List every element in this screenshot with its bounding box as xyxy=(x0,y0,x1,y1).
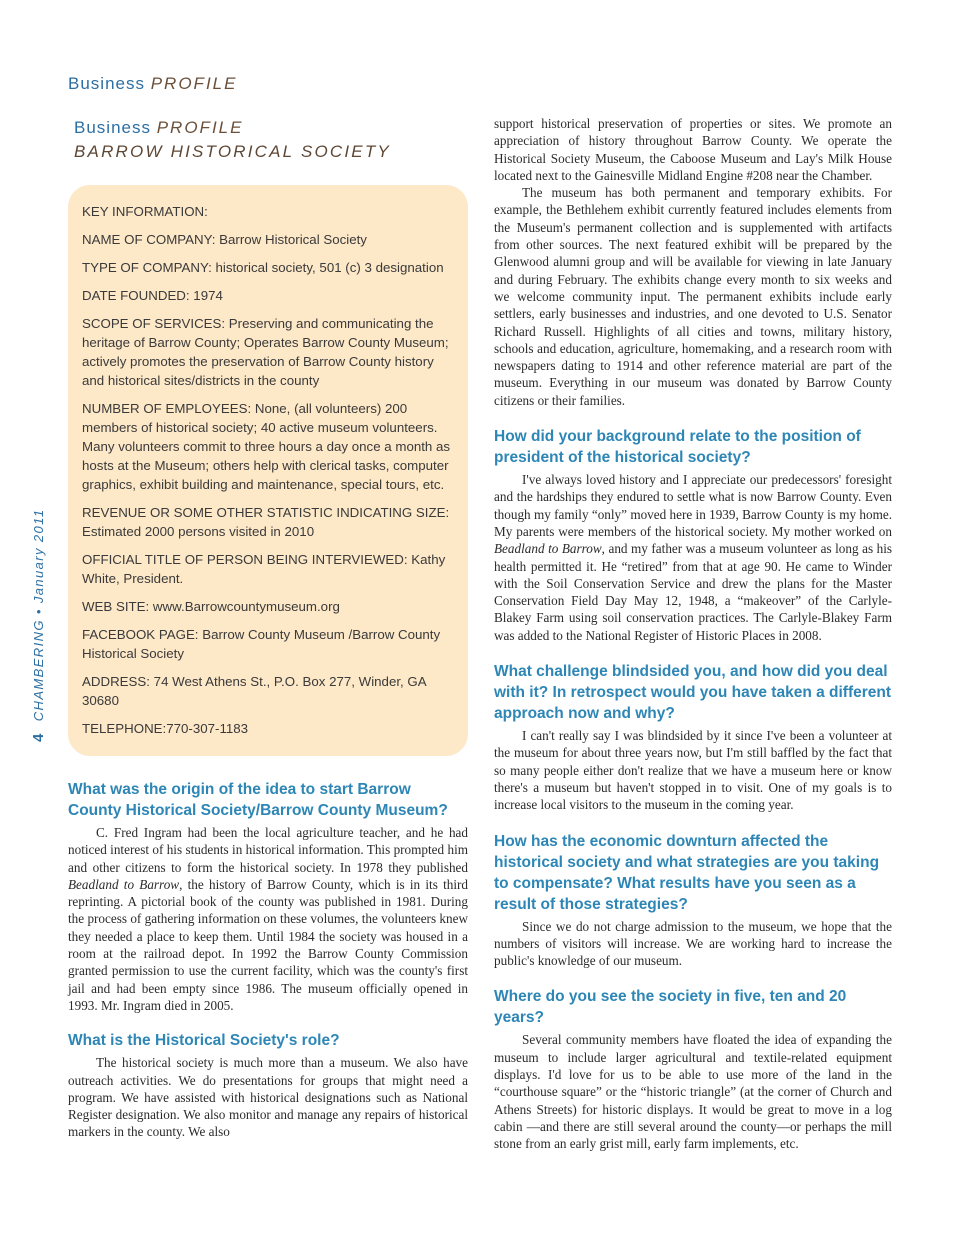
profile-title-em: PROFILE xyxy=(156,118,244,137)
key-info-facebook: FACEBOOK PAGE: Barrow County Museum /Barrow County Historical Society xyxy=(82,627,441,661)
profile-title xyxy=(74,118,468,162)
profile-title-word: Business xyxy=(74,118,151,137)
profile-subtitle: BARROW HISTORICAL SOCIETY xyxy=(74,142,391,161)
key-info-founded: DATE FOUNDED: 1974 xyxy=(82,288,223,303)
answer-economy: Since we do not charge admission to the museum, we hope that the numbers of visitors will increase. We are working hard to increase the public's knowledge of our museum. xyxy=(494,918,892,969)
question-background: How did your background relate to the position of president of the historical society? xyxy=(494,428,861,467)
right-column xyxy=(494,115,892,1152)
question-origin: What was the origin of the idea to start Barrow County Historical Society/Barrow County Museum? xyxy=(68,781,448,819)
folio-title: CHAMBERING • January 2011 xyxy=(31,508,46,722)
answer-background-text-cont: , and my father was a museum volunteer as long as his health permitted it. He “retired” from that at age 90. He came to Winder with the Soil Conservation Service and drew the plans for the Master Conservation Field Day May 12, 1948, a “makeover” of the Carlyle-Blakey Farm using soil conservation practices. The Carlyle-Blakey Farm was added to the National Register of Historic Places in 2008. xyxy=(494,541,892,643)
key-info-scope: SCOPE OF SERVICES: Preserving and communicating the heritage of Barrow County; Operates Barrow County Museum; actively promotes the preservation of Barrow County history and historical sites/districts in the county xyxy=(82,316,449,388)
question-future: Where do you see the society in five, ten and 20 years? xyxy=(494,988,847,1027)
answer-role-exhibits: The museum has both permanent and temporary exhibits. For example, the Bethlehem exhibit currently featured includes elements from the Museum's permanent collection and is supplemented with artifacts from other sources. The next featured exhibit will be prepared by the Glenwood alumni group and will be available for viewing in late January and during February. The exhibits change every month to six weeks and we welcome community input. The permanent exhibits include early settlers, early businesses and industries, and one devoted to U.S. Senator Richard Russell. Highlights of all cities and towns, military history, schools and education, agriculture, homemaking, and a research room with newspapers dating to 1914 and other reference material are part of the museum. Everything in our museum was donated by Barrow County citizens or their families. xyxy=(494,185,892,408)
answer-role: The historical society is much more than a museum. We also have outreach activities. We do presentations for groups that might need a program. We have assisted with historical designations such as National Register designation. We also monitor and manage any repairs of historical markers in the county. We also xyxy=(68,1055,468,1140)
profile-title-line xyxy=(74,118,468,138)
key-info-type: TYPE OF COMPANY: historical society, 501 (c) 3 designation xyxy=(82,260,444,275)
answer-background xyxy=(494,471,892,644)
running-head-word: Business xyxy=(68,74,145,93)
answer-background-text: I've always loved history and I appreciate our predecessors' foresight and the hardships they endured to settle what is now Barrow County. Even though my family “only” moved here in 1939, Barrow County is my home. My parents were members of the historical society. My mother worked on xyxy=(494,472,892,539)
key-info-address: ADDRESS: 74 West Athens St., P.O. Box 277, Winder, GA 30680 xyxy=(82,674,426,708)
answer-origin-text: C. Fred Ingram had been the local agriculture teacher, and he had noticed interest of his students in historical information. This prompted him and other citizens to form the historical society. In 1978 they published xyxy=(68,825,468,875)
key-info-heading: KEY INFORMATION: xyxy=(82,204,208,219)
key-info-title: OFFICIAL TITLE OF PERSON BEING INTERVIEWED: Kathy White, President. xyxy=(82,552,446,586)
key-info-website: WEB SITE: www.Barrowcountymuseum.org xyxy=(82,599,340,614)
question-challenge: What challenge blindsided you, and how did you deal with it? In retrospect would you have taken a different approach now and why? xyxy=(494,663,892,723)
page-number: 4 xyxy=(30,732,47,742)
answer-future: Several community members have floated the idea of expanding the museum to include larger agricultural and textile-related equipment displays. I'd love for us to be able to use more of the land in the “courthouse square” or the “historic triangle” (at the corner of Church and Athens Streets) for historic displays. It would be great to move in a log cabin —and there are still several around the county—or perhaps the mill stone from an early grist mill, early farm implements, etc. xyxy=(494,1032,892,1152)
side-folio xyxy=(30,509,47,742)
left-column xyxy=(68,118,468,1141)
answer-origin xyxy=(68,824,468,1014)
key-info-telephone: TELEPHONE:770-307-1183 xyxy=(82,721,249,736)
running-head-em: PROFILE xyxy=(150,74,238,93)
key-information-box xyxy=(68,185,468,756)
book-title: Beadland to Barrow xyxy=(68,876,180,892)
key-info-name: NAME OF COMPANY: Barrow Historical Society xyxy=(82,232,367,247)
answer-origin-text-cont: , the history of Barrow County, which is in its third reprinting. A pictorial book of the county was published in 1981. During the process of gathering information on these volumes, the volunteers knew they needed a place to keep them. Until 1984 the society was housed in a room at the railroad depot. In 1992 the Barrow County Commission granted permission to use the current facility, which was the county's first jail and had been empty since 1986. The museum officially opened in 1993. Mr. Ingram died in 2005. xyxy=(68,876,468,1013)
answer-challenge: I can't really say I was blindsided by it since I've been a volunteer at the museum for about three years now, but I'm still baffled by the fact that so many people either don't realize that we have a museum here or know there's a museum but haven't stopped in to visit. One of my goals is to increase local visitors to the museum in the coming year. xyxy=(494,728,892,813)
question-economy: How has the economic downturn affected the historical society and what strategies are you taking to compensate? What results have you seen as a result of those strategies? xyxy=(494,832,880,913)
running-head xyxy=(68,74,237,94)
book-title: Beadland to Barrow xyxy=(494,541,602,557)
key-info-employees: NUMBER OF EMPLOYEES: None, (all volunteers) 200 members of historical society; 40 active museum volunteers. Many volunteers commit to three hours a day once a month as hosts at the Museum; others help with clerical tasks, computer graphics, exhibit building and maintenance, special tours, etc. xyxy=(82,401,451,492)
question-role: What is the Historical Society's role? xyxy=(68,1032,340,1050)
answer-role-continued: support historical preservation of properties or sites. We promote an appreciation of history throughout Barrow County. We operate the Historical Society Museum, the Caboose Museum and Lay's Milk House located next to the Gainesville Midland Engine #208 near the Chamber. xyxy=(494,116,892,183)
key-info-revenue: REVENUE OR SOME OTHER STATISTIC INDICATING SIZE: Estimated 2000 persons visited in 2010 xyxy=(82,505,450,539)
